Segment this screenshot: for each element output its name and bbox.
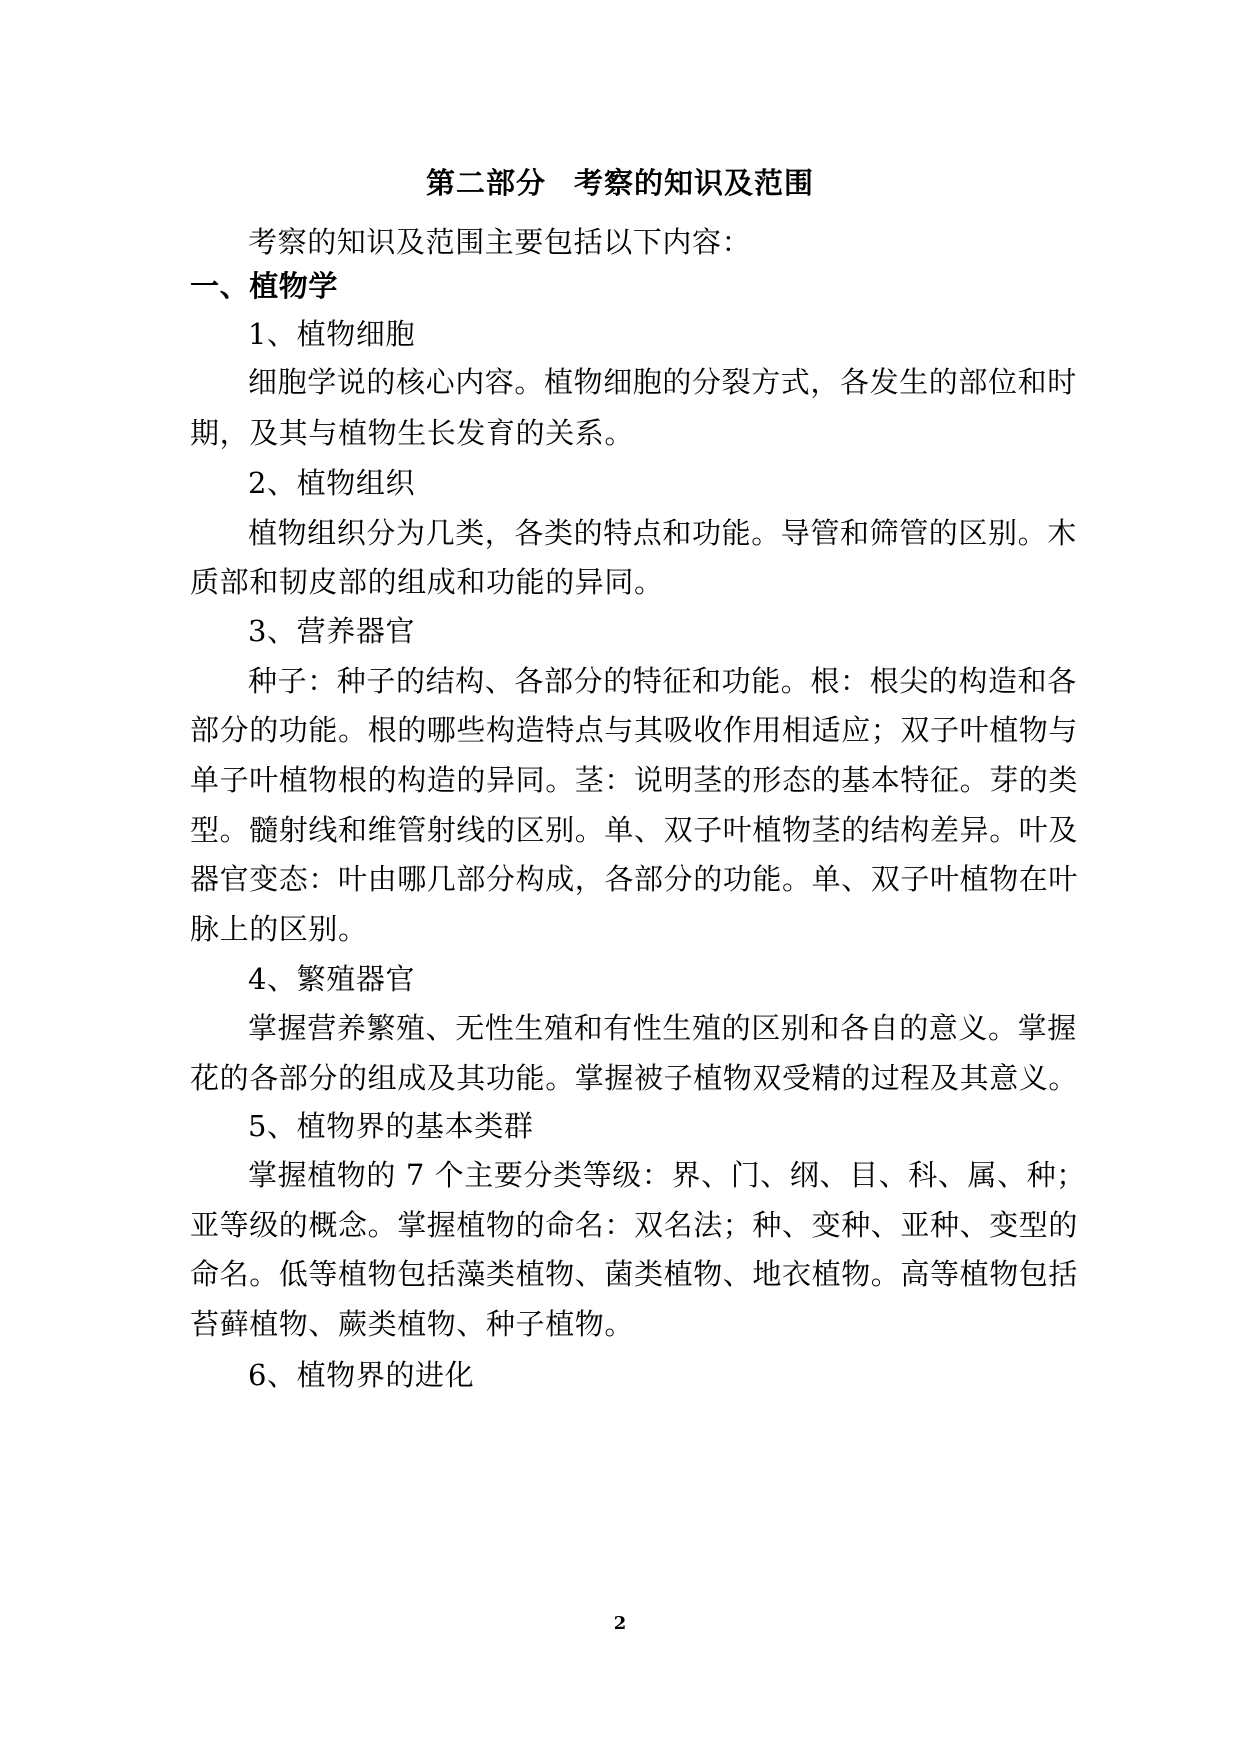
topic-heading: 3、营养器官	[248, 614, 416, 648]
topic-heading: 5、植物界的基本类群	[248, 1109, 534, 1143]
section-heading: 一、植物学	[190, 269, 339, 303]
topic-heading: 1、植物细胞	[248, 317, 416, 351]
topic-heading: 6、植物界的进化	[248, 1358, 475, 1392]
paragraph-line: 部分的功能。根的哪些构造特点与其吸收作用相适应；双子叶植物与	[190, 713, 1079, 747]
paragraph-line: 器官变态：叶由哪几部分构成，各部分的功能。单、双子叶植物在叶	[190, 862, 1079, 896]
paragraph-line: 花的各部分的组成及其功能。掌握被子植物双受精的过程及其意义。	[190, 1061, 1079, 1095]
page-title	[0, 163, 1240, 203]
paragraph-line: 期，及其与植物生长发育的关系。	[190, 416, 635, 450]
paragraph-line: 掌握营养繁殖、无性生殖和有性生殖的区别和各自的意义。掌握	[248, 1011, 1077, 1045]
page-number: 2	[613, 1613, 627, 1634]
paragraph-line: 种子：种子的结构、各部分的特征和功能。根：根尖的构造和各	[248, 664, 1077, 698]
topic-heading: 2、植物组织	[248, 466, 416, 500]
title-part: 第二部分	[425, 166, 546, 200]
paragraph-line: 细胞学说的核心内容。植物细胞的分裂方式，各发生的部位和时	[248, 365, 1077, 399]
paragraph-line: 单子叶植物根的构造的异同。茎：说明茎的形态的基本特征。芽的类	[190, 763, 1079, 797]
title-subject: 考察的知识及范围	[574, 166, 815, 200]
intro-paragraph: 考察的知识及范围主要包括以下内容：	[248, 225, 752, 259]
paragraph-line: 植物组织分为几类，各类的特点和功能。导管和筛管的区别。木	[248, 516, 1077, 550]
paragraph-line: 苔藓植物、蕨类植物、种子植物。	[190, 1307, 635, 1341]
paragraph-line: 掌握植物的 7 个主要分类等级：界、门、纲、目、科、属、种；	[248, 1158, 1086, 1192]
paragraph-line: 命名。低等植物包括藻类植物、菌类植物、地衣植物。高等植物包括	[190, 1257, 1079, 1291]
topic-heading: 4、繁殖器官	[248, 962, 416, 996]
paragraph-line: 脉上的区别。	[190, 912, 368, 946]
paragraph-line: 质部和韧皮部的组成和功能的异同。	[190, 565, 664, 599]
paragraph-line: 型。髓射线和维管射线的区别。单、双子叶植物茎的结构差异。叶及	[190, 813, 1079, 847]
paragraph-line: 亚等级的概念。掌握植物的命名：双名法；种、变种、亚种、变型的	[190, 1208, 1079, 1242]
